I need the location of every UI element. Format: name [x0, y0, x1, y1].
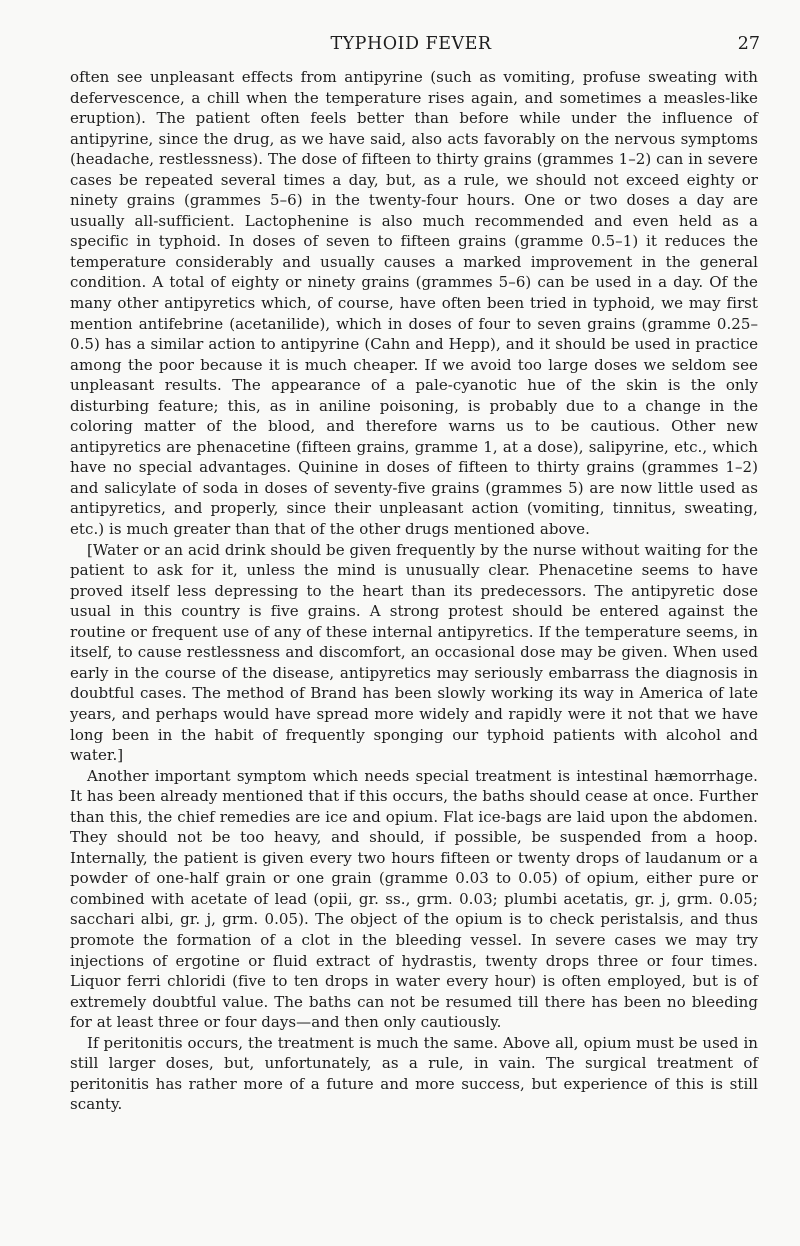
paragraph-peritonitis: If peritonitis occurs, the treatment is much the same. Above all, opium must be used in still larger doses, but, unfortunately, as a rule, in vain. The surgical treatment of peritonitis has rather more of a future and more success, but experience of this is still scanty. — [70, 1033, 758, 1114]
paragraph-antipyrine: often see unpleasant effects from antipyrine (such as vomiting, profuse sweating with defervescence, a chill when the temperature rises again, and sometimes a measles-like eruption). The patient often feels better than before while under the influence of antipyrine, since the drug, as we have said, also acts favorably on the nervous symptoms (headache, restlessness). The dose of fifteen to thirty grains (grammes 1–2) can in severe cases be repeated several times a day, but, as a rule, we should not exceed eighty or ninety grains (grammes 5–6) in the twenty-four hours. One or two doses a day are usually all-sufficient. Lactophenine is also much recommended and even held as a specific in typhoid. In doses of seven to fifteen grains (gramme 0.5–1) it reduces the temperature considerably and usually causes a marked improvement in the general condition. A total of eighty or ninety grains (grammes 5–6) can be used in a day. Of the many other antipyretics which, of course, have often been tried in typhoid, we may first mention antifebrine (acetanilide), which in doses of four to seven grains (gramme 0.25–0.5) has a similar action to antipyrine (Cahn and Hepp), and it should be used in practice among the poor because it is much cheaper. If we avoid too large doses we seldom see unpleasant results. The appearance of a pale-cyanotic hue of the skin is the only disturbing feature; this, as in aniline poisoning, is probably due to a change in the coloring matter of the blood, and therefore warns us to be cautious. Other new antipyretics are phenacetine (fifteen grains, gramme 1, at a dose), salipyrine, etc., which have no special advantages. Quinine in doses of fifteen to thirty grains (grammes 1–2) and salicylate of soda in doses of seventy-five grains (grammes 5) are now little used as antipyretics, and properly, since their unpleasant action (vomiting, tinnitus, sweating, etc.) is much greater than that of the other drugs mentioned above. — [70, 68, 758, 539]
body-text — [70, 67, 758, 1115]
page-number: 27 — [737, 34, 760, 54]
paragraph-editor-note: [Water or an acid drink should be given frequently by the nurse without waiting for the patient to ask for it, unless the mind is unusually clear. Phenacetine seems to have proved itself less depressing to the heart than its predecessors. The antipyretic dose usual in this country is five grains. A strong protest should be entered against the routine or frequent use of any of these internal antipyretics. If the temperature seems, in itself, to cause restlessness and discomfort, an occasional dose may be given. When used early in the course of the disease, antipyretics may seriously embarrass the diagnosis in doubtful cases. The method of Brand has been slowly working its way in America of late years, and perhaps would have spread more widely and rapidly were it not that we have long been in the habit of frequently sponging our typhoid patients with alcohol and water.] — [70, 540, 758, 765]
paragraph-haemorrhage: Another important symptom which needs special treatment is intestinal hæmorrhage. It has been already mentioned that if this occurs, the baths should cease at once. Further than this, the chief remedies are ice and opium. Flat ice-bags are laid upon the abdomen. They should not be too heavy, and should, if possible, be suspended from a hoop. Internally, the patient is given every two hours fifteen or twenty drops of laudanum or a powder of one-half grain or one grain (gramme 0.03 to 0.05) of opium, either pure or combined with acetate of lead (opii, gr. ss., grm. 0.03; plumbi acetatis, gr. j, grm. 0.05; sacchari albi, gr. j, grm. 0.05). The object of the opium is to check peristalsis, and thus promote the formation of a clot in the bleeding vessel. In severe cases we may try injections of ergotine or fluid extract of hydrastis, twenty drops three or four times. Liquor ferri chloridi (five to ten drops in water every hour) is often employed, but is of extremely doubtful value. The baths can not be resumed till there has been no bleeding for at least three or four days—and then only cautiously. — [70, 766, 758, 1032]
running-title: TYPHOID FEVER — [330, 34, 492, 54]
running-head — [62, 34, 760, 58]
